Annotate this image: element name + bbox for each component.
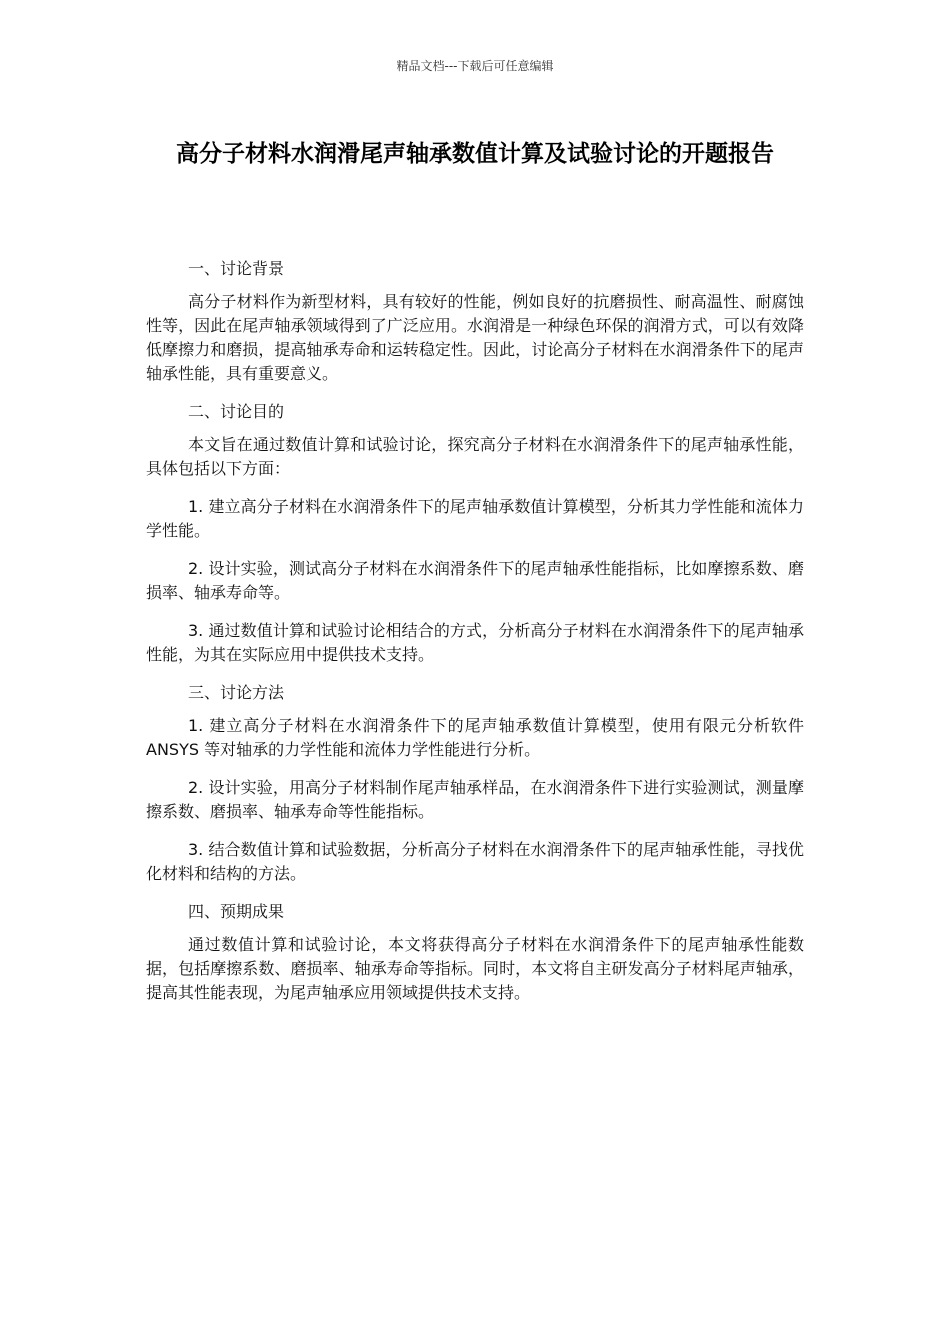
list-item: 2. 设计实验，测试高分子材料在水润滑条件下的尾声轴承性能指标，比如摩擦系数、磨损率、轴承寿命等。 bbox=[146, 559, 804, 602]
section-heading: 三、讨论方法 bbox=[188, 683, 285, 702]
section-heading: 一、讨论背景 bbox=[188, 259, 285, 278]
section-purpose bbox=[146, 400, 804, 667]
list-item: 3. 结合数值计算和试验数据，分析高分子材料在水润滑条件下的尾声轴承性能，寻找优化材料和结构的方法。 bbox=[146, 840, 804, 883]
section-method bbox=[146, 681, 804, 886]
header-note: 精品文档---下载后可任意编辑 bbox=[396, 59, 554, 73]
paragraph: 本文旨在通过数值计算和试验讨论，探究高分子材料在水润滑条件下的尾声轴承性能，具体包括以下方面： bbox=[146, 435, 804, 478]
paragraph: 通过数值计算和试验讨论，本文将获得高分子材料在水润滑条件下的尾声轴承性能数据，包括摩擦系数、磨损率、轴承寿命等指标。同时，本文将自主研发高分子材料尾声轴承，提高其性能表现，为尾声轴承应用领域提供技术支持。 bbox=[146, 935, 804, 1002]
section-heading: 四、预期成果 bbox=[188, 902, 285, 921]
document-body bbox=[146, 257, 804, 1019]
list-item: 3. 通过数值计算和试验讨论相结合的方式，分析高分子材料在水润滑条件下的尾声轴承性能，为其在实际应用中提供技术支持。 bbox=[146, 621, 804, 664]
list-item: 2. 设计实验，用高分子材料制作尾声轴承样品，在水润滑条件下进行实验测试，测量摩擦系数、磨损率、轴承寿命等性能指标。 bbox=[146, 778, 804, 821]
list-item: 1. 建立高分子材料在水润滑条件下的尾声轴承数值计算模型，使用有限元分析软件 ANSYS 等对轴承的力学性能和流体力学性能进行分析。 bbox=[146, 716, 804, 759]
section-heading: 二、讨论目的 bbox=[188, 402, 285, 421]
document-title: 高分子材料水润滑尾声轴承数值计算及试验讨论的开题报告 bbox=[176, 141, 774, 167]
section-expected-results bbox=[146, 900, 804, 1005]
list-item: 1. 建立高分子材料在水润滑条件下的尾声轴承数值计算模型，分析其力学性能和流体力学性能。 bbox=[146, 497, 804, 540]
section-background bbox=[146, 257, 804, 386]
paragraph: 高分子材料作为新型材料，具有较好的性能，例如良好的抗磨损性、耐高温性、耐腐蚀性等，因此在尾声轴承领域得到了广泛应用。水润滑是一种绿色环保的润滑方式，可以有效降低摩擦力和磨损，提高轴承寿命和运转稳定性。因此，讨论高分子材料在水润滑条件下的尾声轴承性能，具有重要意义。 bbox=[146, 292, 804, 383]
